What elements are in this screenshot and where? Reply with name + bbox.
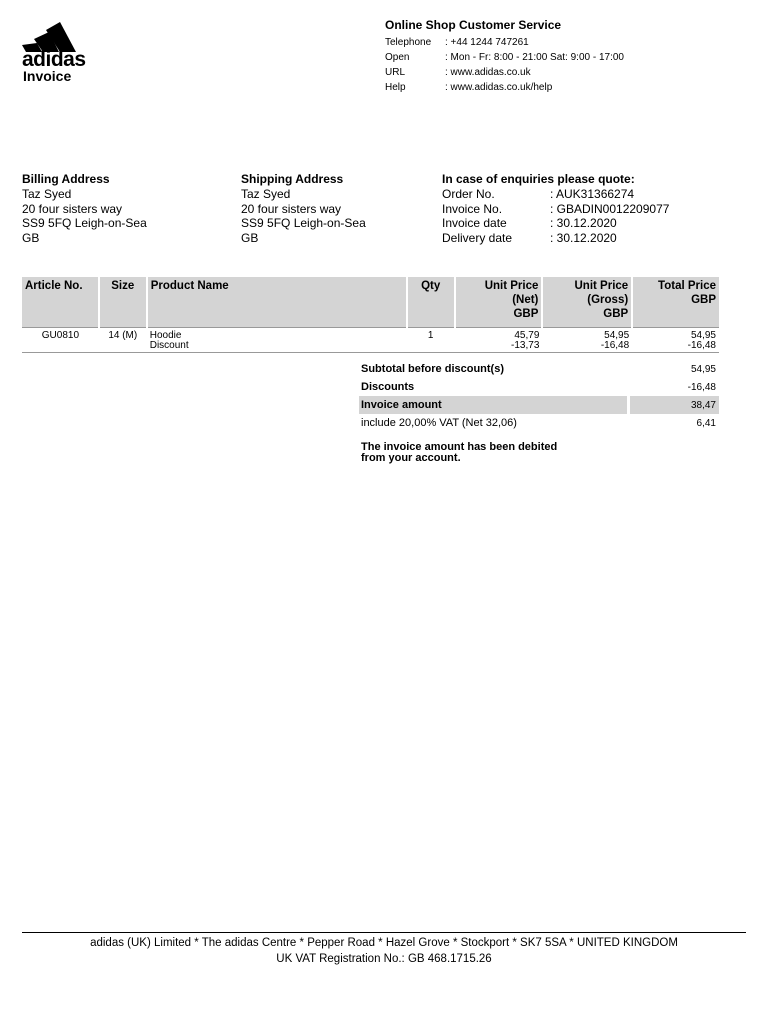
header-unit-price-gross-line1: Unit Price xyxy=(574,280,629,292)
header-unit-price-gross-line3: GBP xyxy=(603,308,629,320)
footer-company-address: adidas (UK) Limited * The adidas Centre * Pepper Road * Hazel Grove * Stockport * SK7 5SA * UNITED KINGDOM xyxy=(90,937,678,949)
help-row xyxy=(385,80,624,95)
product-name: Hoodie xyxy=(149,330,182,341)
header-unit-price-gross-line2: (Gross) xyxy=(587,294,629,306)
header-unit-price-gross xyxy=(542,277,632,328)
invoice-date-value: : 30.12.2020 xyxy=(550,216,617,231)
total-price-discount: -16,48 xyxy=(687,340,716,351)
invoice-date-label: Invoice date xyxy=(442,216,507,231)
header-unit-price-net-line1: Unit Price xyxy=(484,280,539,292)
delivery-date-row xyxy=(442,231,669,246)
vat-row xyxy=(359,414,719,432)
table-row xyxy=(22,328,719,353)
cell-product-name xyxy=(147,328,407,353)
opening-hours-value: : Mon - Fr: 8:00 - 21:00 Sat: 9:00 - 17:00 xyxy=(445,52,624,63)
unit-price-net-value: 45,79 xyxy=(514,330,540,341)
invoice-date-row xyxy=(442,216,669,231)
url-link[interactable]: : www.adidas.co.uk xyxy=(445,67,531,78)
header-unit-price-net-line2: (Net) xyxy=(512,294,539,306)
shipping-country: GB xyxy=(241,231,259,246)
invoice-amount-label: Invoice amount xyxy=(361,399,442,411)
shipping-city: SS9 5FQ Leigh-on-Sea xyxy=(241,216,366,231)
shipping-address xyxy=(241,172,366,246)
cell-unit-price-gross xyxy=(542,328,632,353)
billing-street: 20 four sisters way xyxy=(22,201,123,216)
total-price-value: 54,95 xyxy=(690,330,716,341)
telephone-value: : +44 1244 747261 xyxy=(445,37,529,48)
help-label: Help xyxy=(385,82,406,93)
subtotal-label: Subtotal before discount(s) xyxy=(361,363,504,375)
enquiry-heading: In case of enquiries please quote: xyxy=(442,172,635,186)
unit-price-gross-discount: -16,48 xyxy=(600,340,630,351)
help-link[interactable]: : www.adidas.co.uk/help xyxy=(445,82,553,93)
header-unit-price-net-line3: GBP xyxy=(513,308,539,320)
table-header-row xyxy=(22,277,719,328)
delivery-date-label: Delivery date xyxy=(442,231,513,246)
invoice-amount-value: 38,47 xyxy=(690,399,716,411)
billing-address-heading: Billing Address xyxy=(22,172,110,186)
header-article-no: Article No. xyxy=(22,277,99,328)
subtotal-value: 54,95 xyxy=(690,363,716,375)
discount-label: Discount xyxy=(149,340,189,351)
footer xyxy=(22,936,746,967)
billing-address xyxy=(22,172,147,246)
cell-article-no: GU0810 xyxy=(41,330,80,341)
invoice-number-label: Invoice No. xyxy=(442,201,503,216)
header-product-name: Product Name xyxy=(147,277,407,328)
header-qty: Qty xyxy=(407,277,455,328)
url-row xyxy=(385,65,624,80)
billing-city: SS9 5FQ Leigh-on-Sea xyxy=(22,216,147,231)
invoice-amount-row xyxy=(359,396,719,414)
telephone-label: Telephone xyxy=(385,37,432,48)
cell-unit-price-net xyxy=(455,328,543,353)
delivery-date-value: : 30.12.2020 xyxy=(550,231,617,246)
discounts-row xyxy=(359,378,719,396)
customer-service-title: Online Shop Customer Service xyxy=(385,18,562,32)
vat-value: 6,41 xyxy=(696,417,716,429)
unit-price-gross-value: 54,95 xyxy=(604,330,630,341)
order-number-value: : AUK31366274 xyxy=(550,186,635,201)
header-unit-price-net xyxy=(455,277,543,328)
shipping-street: 20 four sisters way xyxy=(241,201,342,216)
header-total-price-line1: Total Price xyxy=(658,280,716,292)
cell-size: 14 (M) xyxy=(108,330,138,341)
cell-qty: 1 xyxy=(427,330,434,341)
cell-total-price xyxy=(632,328,719,353)
unit-price-net-discount: -13,73 xyxy=(511,340,540,351)
invoice-number-row xyxy=(442,202,669,217)
customer-service-block xyxy=(385,18,624,95)
telephone-row xyxy=(385,35,624,50)
order-number-row xyxy=(442,187,669,202)
header-total-price-line2: GBP xyxy=(691,294,716,306)
shipping-address-heading: Shipping Address xyxy=(241,172,344,186)
opening-hours-row xyxy=(385,50,624,65)
invoice-number-value: : GBADIN0012209077 xyxy=(550,201,670,216)
adidas-logo xyxy=(22,22,94,71)
billing-name: Taz Syed xyxy=(22,186,72,201)
footer-divider xyxy=(22,932,746,933)
subtotal-row xyxy=(359,360,719,378)
discounts-value: -16,48 xyxy=(687,381,716,393)
shipping-name: Taz Syed xyxy=(241,186,291,201)
url-label: URL xyxy=(385,67,406,78)
discounts-label: Discounts xyxy=(361,381,415,393)
debit-note: The invoice amount has been debited from your account. xyxy=(361,441,558,464)
header-total-price xyxy=(632,277,719,328)
opening-hours-label: Open xyxy=(385,52,410,63)
header-size: Size xyxy=(99,277,147,328)
logo-wordmark: adidas xyxy=(22,48,86,71)
enquiry-references xyxy=(442,172,669,246)
footer-vat-registration: UK VAT Registration No.: GB 468.1715.26 xyxy=(276,952,492,965)
billing-country: GB xyxy=(22,231,40,246)
invoice-summary xyxy=(359,360,719,464)
invoice-items-table xyxy=(22,277,719,353)
document-title: Invoice xyxy=(23,68,72,84)
vat-label: include 20,00% VAT (Net 32,06) xyxy=(361,417,517,429)
order-number-label: Order No. xyxy=(442,186,495,201)
